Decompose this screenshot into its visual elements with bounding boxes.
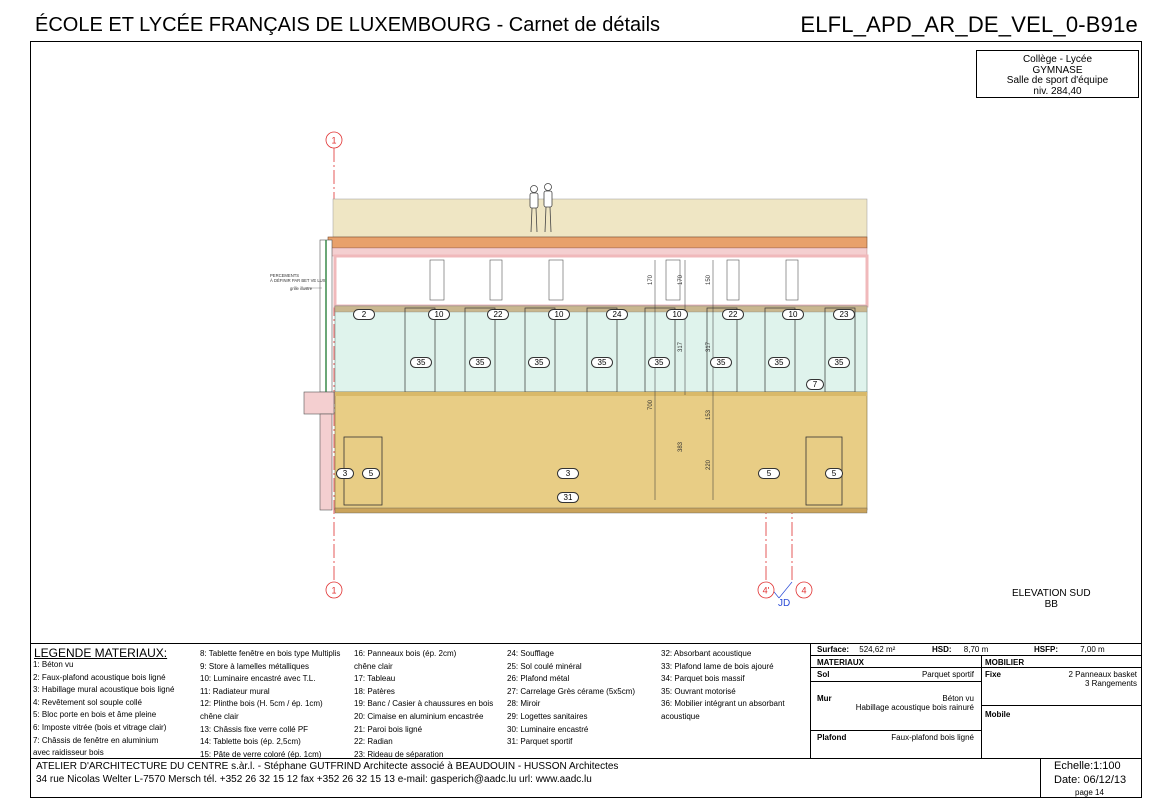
material-tag: 22 [722,309,744,320]
elevation-title: ELEVATION SUD [1012,588,1091,599]
facade-annotation [270,273,326,291]
jd-label: JD [778,598,791,609]
frame-border-bottom [30,797,1142,798]
dim-text: 317 [678,341,684,352]
room-info-line: Collège - Lycée [1022,54,1093,65]
material-tag: 35 [648,357,670,368]
spec-divider [981,705,1142,706]
material-tag: 35 [828,357,850,368]
annotation-text: grille illustre [290,286,313,291]
material-tag: 10 [666,309,688,320]
axis-marker-1-top [326,132,342,148]
legend-column-3: 16: Panneaux bois (ép. 2cm) chêne clair 17: Tableau 18: Patères 19: Banc / Casier à chaussures en bois 20: Cimaise en aluminium encastrée 21: Paroi bois ligné 22: Radian 23: Rideau de séparation [354,649,494,759]
annotation-text: PERCEMENTS [270,273,300,278]
glazing-band [335,306,867,392]
axis-marker-4 [796,582,812,598]
material-tag: 5 [758,468,780,479]
footer-date: Date: 06/12/13 [1054,774,1127,786]
surface-label: Surface: [817,645,850,654]
plafond-label: Plafond [817,733,847,742]
material-tag: 35 [528,357,550,368]
left-slab-edge [304,392,334,414]
dim-text: 317 [706,341,712,352]
axis-1-label: 1 [331,585,337,596]
material-tag: 22 [487,309,509,320]
floor-strip [335,508,867,513]
mobilier-header: MOBILIER [985,658,1025,667]
material-tag: 35 [591,357,613,368]
annotation-text: À DÉFINIR PAR BET VE LUX [270,278,326,283]
page-number: page 14 [1075,788,1104,797]
material-tag: 3 [557,468,579,479]
legend-divider-top [30,643,1142,644]
dim-text: 170 [678,274,684,285]
material-tag: 24 [606,309,628,320]
materiaux-header: MATERIAUX [817,658,864,667]
legend-title: LEGENDE MATERIAUX: [34,646,168,660]
material-tag: 10 [782,309,804,320]
material-tag: 5 [362,468,380,479]
elevation-label [1012,588,1091,610]
mur-value: Béton vu [942,694,974,703]
axis-4prime-label: 4' [762,585,770,596]
fixe-label: Fixe [985,670,1002,679]
axis-1-label: 1 [331,135,337,146]
legend-column-5: 32: Absorbant acoustique 33: Plafond lame de bois ajouré 34: Parquet bois massif 35: Ouvrant motorisé 36: Mobilier intégrant un absorbant acoustique [661,649,785,721]
spec-divider [810,655,1142,656]
elevation-code: BB [1044,599,1058,610]
surface-field [817,645,895,654]
hsfp-field [1034,645,1105,654]
axis-marker-4prime [758,582,774,598]
legend-column-1: 1: Béton vu 2: Faux-plafond acoustique bois ligné 3: Habillage mural acoustique bois ligné 4: Revêtement sol souple collé 5: Bloc porte en bois et âme pleine 6: Imposte vitrée (bois et vitrage clair) 7: Châssis de fenêtre en aluminium avec raidisseur bois [33,660,175,758]
dim-text: 700 [648,399,654,410]
sol-label: Sol [817,670,830,679]
hsfp-value: 7,00 m [1080,645,1105,654]
material-tag: 5 [825,468,843,479]
material-tag: 23 [833,309,855,320]
roof-slab [328,237,867,248]
material-tag: 7 [806,379,824,390]
mur-value: Habillage acoustique bois rainuré [855,703,974,712]
document-title: ÉCOLE ET LYCÉE FRANÇAIS DE LUXEMBOURG - Carnet de détails [35,14,661,36]
fixe-value: 2 Panneaux basket [1068,670,1137,679]
room-info-line: niv. 284,40 [1033,85,1082,97]
footer-company: ATELIER D'ARCHITECTURE DU CENTRE s.àr.l. - Stéphane GUTFRIND Architecte associé à BEAUDOUIN - HUSSON Architectes [36,761,619,772]
dim-text: 150 [706,274,712,285]
hsfp-label: HSFP: [1034,645,1058,654]
room-info-line: Salle de sport d'équipe [1006,75,1109,86]
mur-label: Mur [817,694,832,703]
footer-scale: Echelle:1:100 [1054,760,1121,772]
spec-divider-vertical [981,655,982,758]
surface-value: 524,62 m² [859,645,896,654]
wood-wall-top-edge [335,392,867,396]
legend-column-4: 24: Soufflage 25: Sol coulé minéral 26: Plafond métal 27: Carrelage Grès cérame (5x5cm) 28: Miroir 29: Logettes sanitaires 30: Luminaire encastré 31: Parquet sportif [507,649,636,747]
wood-wall-panel [335,392,867,510]
material-tag: 10 [428,309,450,320]
material-tag: 31 [557,492,579,503]
material-tag: 35 [768,357,790,368]
material-tag: 3 [336,468,354,479]
dim-text: 153 [706,409,712,420]
roof-gravel-layer [333,199,867,237]
material-tag: 35 [469,357,491,368]
dim-text: 170 [648,274,654,285]
legend-column-2: 8: Tablette fenêtre en bois type Multiplis 9: Store à lamelles métalliques 10: Luminaire encastré avec T.L. 11: Radiateur mural 12: Plinthe bois (H. 5cm / ép. 1cm) chêne clair 13: Châssis fixe verre collé PF 14: Tablette bois (ép. 2,5cm) 15: Pâte de verre coloré (ép. 1cm) [200,649,341,759]
plafond-value: Faux-plafond bois ligné [891,733,974,742]
fixe-value: 3 Rangements [1084,679,1137,688]
document-code: ELFL_APD_AR_DE_VEL_0-B91e [800,12,1138,37]
material-tag: 35 [410,357,432,368]
hsd-label: HSD: [932,645,952,654]
footer-divider-vertical [1040,758,1041,798]
hsd-value: 8,70 m [963,645,989,654]
material-tag: 2 [353,309,375,320]
mobile-label: Mobile [985,710,1011,719]
dim-text: 220 [706,459,712,470]
sol-value: Parquet sportif [921,670,974,679]
dim-text: 383 [678,441,684,452]
spec-divider [810,730,981,731]
material-tag: 10 [548,309,570,320]
left-lower-wall [320,414,332,510]
room-info-line: GYMNASE [1032,64,1083,76]
window-sill [335,306,867,312]
hsd-field [932,645,988,654]
axis-4-label: 4 [801,585,807,596]
spec-divider [810,681,981,682]
footer-address: 34 rue Nicolas Welter L-7570 Mersch tél. +352 26 32 15 12 fax +352 26 32 15 13 e-mail: gasperich@aadc.lu url: www.aadc.lu [36,774,592,785]
legend-divider-vertical [810,643,811,758]
material-tag: 35 [710,357,732,368]
axis-marker-1-bottom [326,582,342,598]
